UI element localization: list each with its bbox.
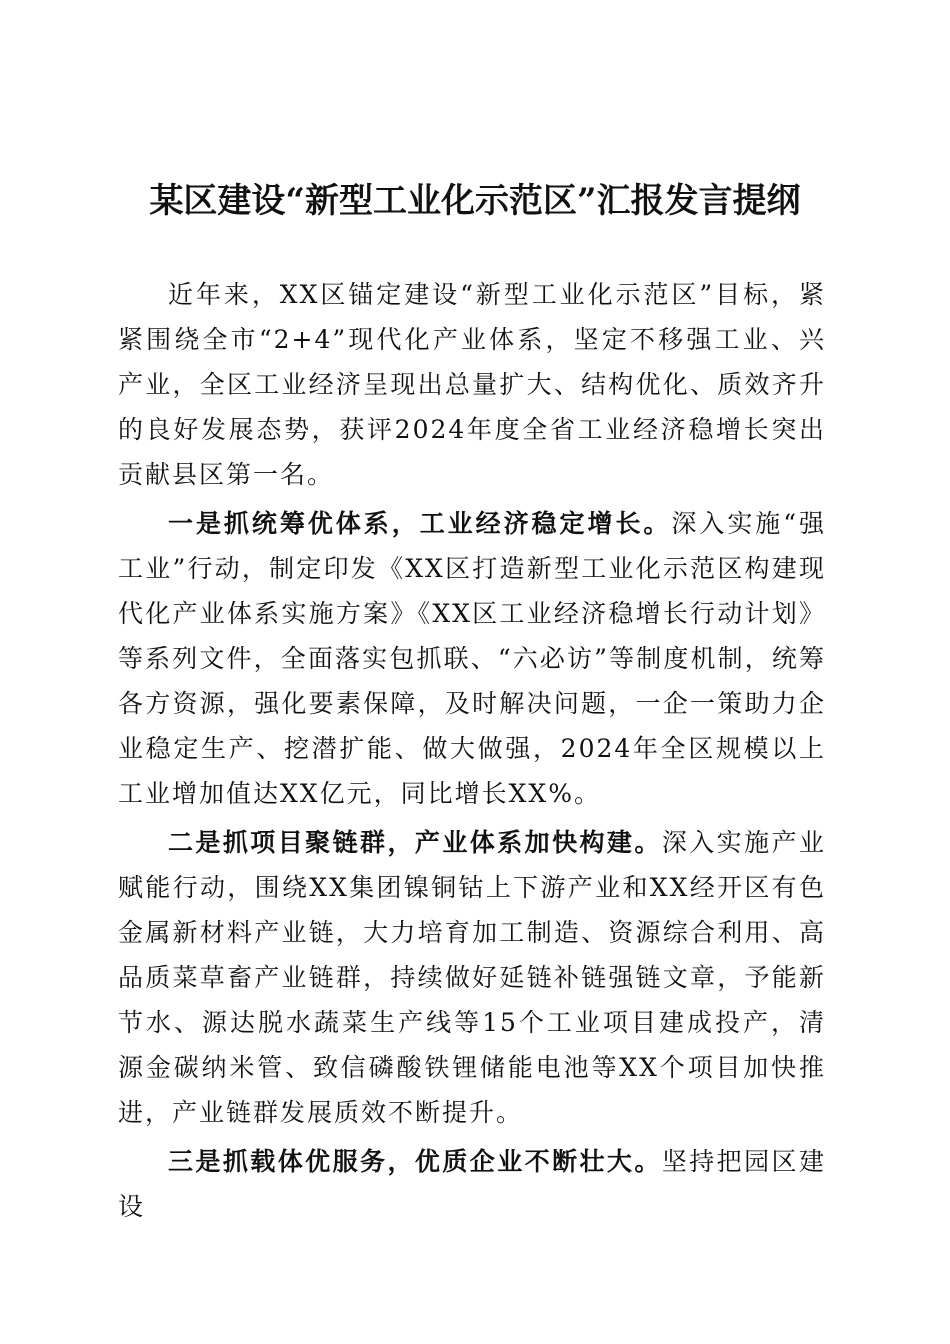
paragraph-lead: 一是抓统筹优体系，工业经济稳定增长。 [168,509,672,538]
paragraph-lead: 三是抓载体优服务，优质企业不断壮大。 [168,1147,662,1176]
paragraph-text: 深入实施“强工业”行动，制定印发《XX区打造新型工业化示范区构建现代化产业体系实施方案》《XX区工业经济稳增长行动计划》等系列文件，全面落实包抓联、“六必访”等制度机制，统筹各方资源，强化要素保障，及时解决问题，一企一策助力企业稳定生产、挖潜扩能、做大做强，2024年全区规模以上工业增加值达XX亿元，同比增长XX%。 [118,509,826,808]
paragraph-point-3 [118,1139,826,1229]
document-title: 某区建设“新型工业化示范区”汇报发言提纲 [149,181,801,221]
paragraph-point-2 [118,820,826,1135]
paragraph-text: 近年来，XX区锚定建设“新型工业化示范区”目标，紧紧围绕全市“2+4”现代化产业体系，坚定不移强工业、兴产业，全区工业经济呈现出总量扩大、结构优化、质效齐升的良好发展态势，获评2024年度全省工业经济稳增长突出贡献县区第一名。 [118,280,826,489]
paragraph-text: 深入实施产业赋能行动，围绕XX集团镍铜钴上下游产业和XX经开区有色金属新材料产业链，大力培育加工制造、资源综合利用、高品质菜草畜产业链群，持续做好延链补链强链文章，予能新节水、源达脱水蔬菜生产线等15个工业项目建成投产，清源金碳纳米管、致信磷酸铁锂储能电池等XX个项目加快推进，产业链群发展质效不断提升。 [118,828,826,1127]
paragraph-intro [118,272,826,497]
paragraph-point-1 [118,501,826,816]
paragraph-text: 坚持把园区建设 [118,1147,826,1221]
paragraph-lead: 二是抓项目聚链群，产业体系加快构建。 [168,828,662,857]
document-body [118,272,826,1233]
